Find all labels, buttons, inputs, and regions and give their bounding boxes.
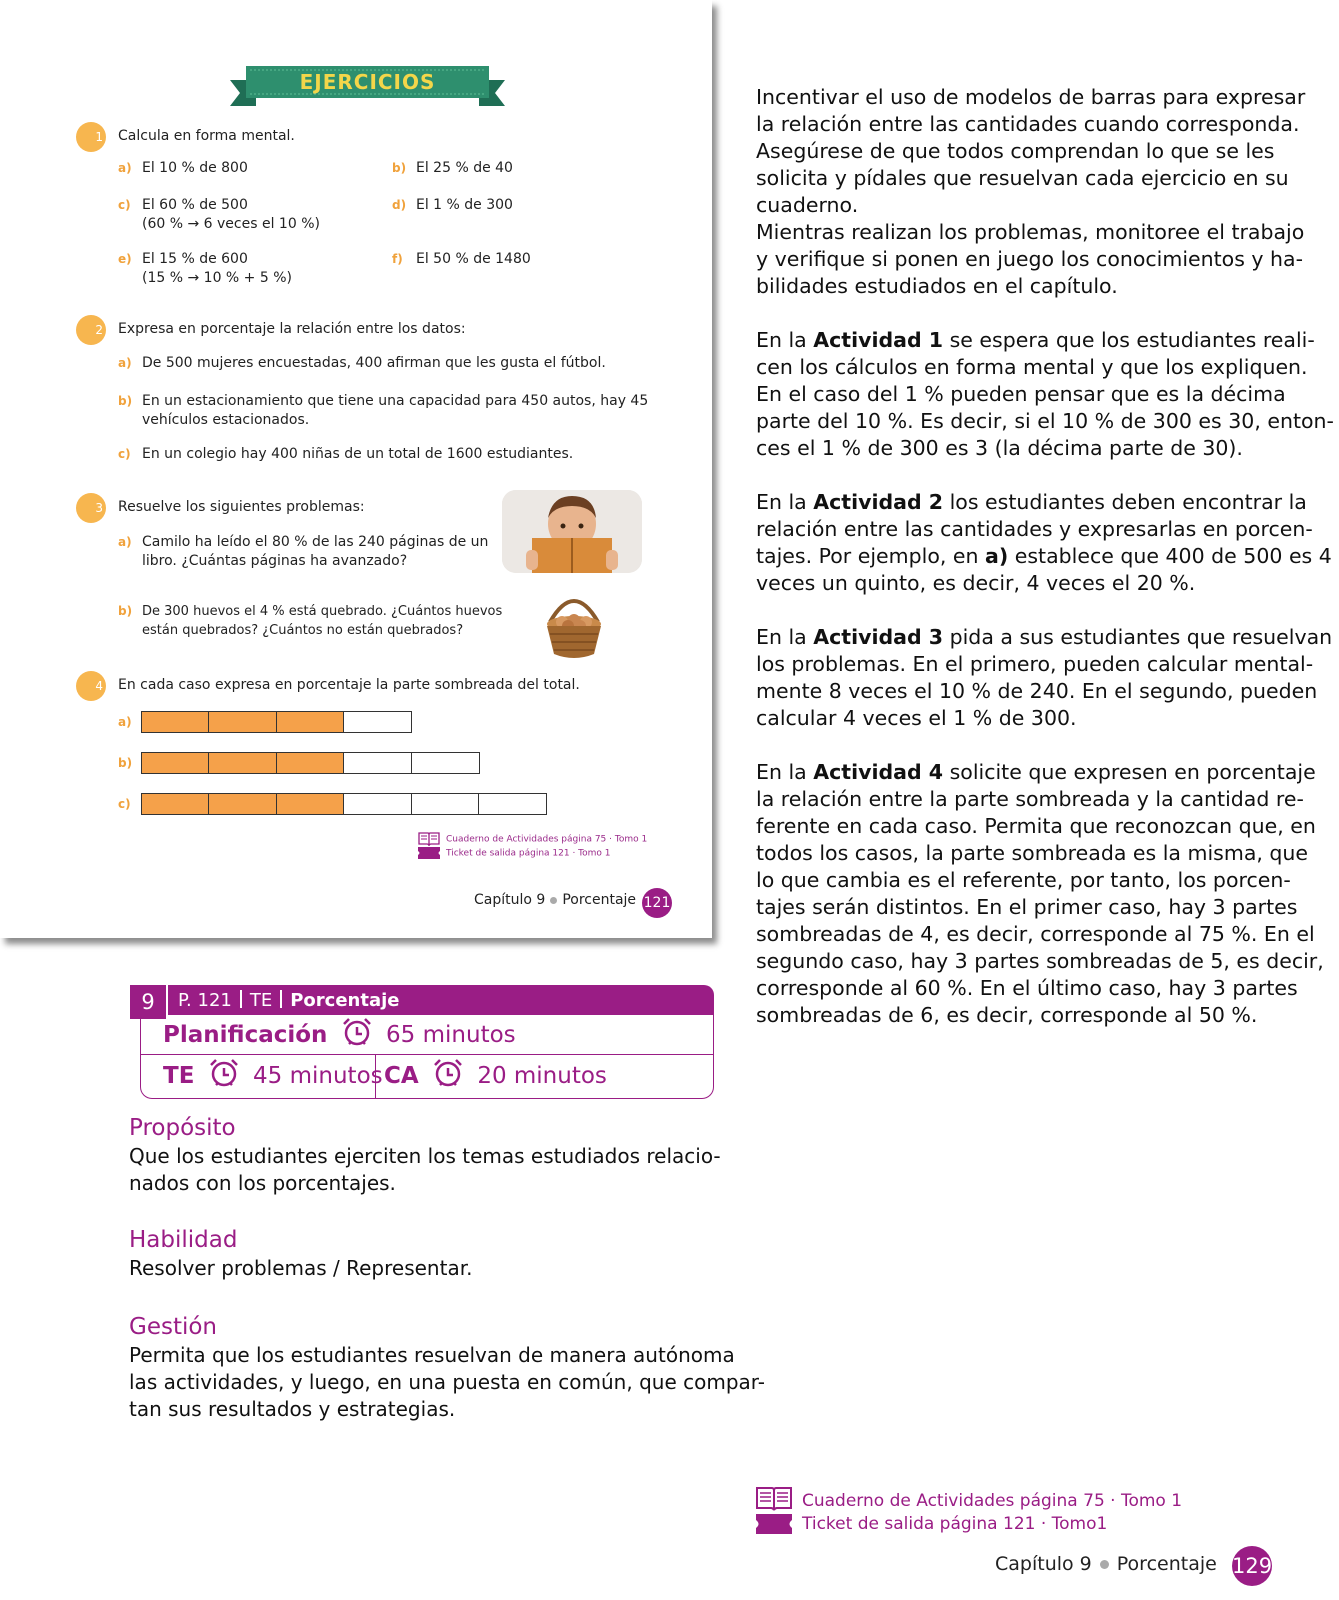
item-text: En un estacionamiento que tiene una capacidad para 450 autos, hay 45 vehículos estacionados.: [142, 393, 649, 428]
item-letter: b): [118, 604, 133, 618]
planning-header: P. 121 TE Porcentaje: [168, 985, 714, 1015]
banner-title: EJERCICIOS: [299, 70, 436, 94]
separator-dot: [1100, 1560, 1109, 1569]
open-book-icon: [756, 1487, 792, 1511]
activity-4-paragraph: En la Actividad 4 solicite que expresen en porcentaje: [756, 760, 1316, 784]
exercise-number-badge: 2: [76, 315, 106, 345]
egg-basket-icon: [540, 584, 608, 662]
unit-number-tab: 9: [130, 985, 166, 1019]
bar-segment-shaded: [141, 711, 210, 733]
ca-time-cell: CA 20 minutos: [376, 1055, 715, 1098]
bar-segment-shaded: [276, 711, 345, 733]
bar-segment-shaded: [208, 793, 277, 815]
bar-segment-empty: [343, 793, 412, 815]
student-page-number: 121: [642, 888, 672, 918]
boy-reading-icon: [502, 490, 642, 573]
bar-segment-empty: [411, 752, 480, 774]
guide-page-number: 129: [1232, 1546, 1272, 1586]
bar-model: [142, 793, 547, 815]
bar-segment-shaded: [208, 711, 277, 733]
bar-segment-empty: [411, 793, 480, 815]
item-text: El 60 % de 500 (60 % → 6 veces el 10 %): [142, 197, 320, 232]
egg-basket-photo: [540, 584, 608, 662]
activity-2-paragraph: En la Actividad 2 los estudiantes deben encontrar la: [756, 490, 1307, 514]
open-book-icon: [418, 832, 440, 846]
bar-letter: c): [118, 797, 131, 811]
bar-letter: b): [118, 756, 133, 770]
activity-3-paragraph: En la Actividad 3 pida a sus estudiantes que resuelvan: [756, 625, 1333, 649]
item-letter: b): [392, 161, 407, 175]
student-page-footer: Capítulo 9 Porcentaje: [474, 892, 637, 908]
cuaderno-reference: Cuaderno de Actividades página 75 · Tomo 1: [418, 832, 647, 846]
item-text: El 25 % de 40: [416, 160, 513, 176]
guide-cuaderno-reference: Cuaderno de Actividades página 75 · Tomo 1: [756, 1487, 1182, 1511]
gestion-text: Permita que los estudiantes resuelvan de manera autónoma las actividades, y luego, en una puesta en común, que compar- tan sus resultados y estrategias.: [129, 1343, 765, 1421]
item-text: El 15 % de 600 (15 % → 10 % + 5 %): [142, 251, 292, 286]
habilidad-text: Resolver problemas / Representar.: [129, 1256, 473, 1280]
bar-segment-shaded: [141, 793, 210, 815]
alarm-clock-icon: [208, 1058, 240, 1088]
guide-ticket-reference: Ticket de salida página 121 · Tomo1: [756, 1514, 1107, 1534]
exercise-number-badge: 3: [76, 493, 106, 523]
bar-model: [142, 711, 412, 733]
proposito-title: Propósito: [129, 1115, 236, 1141]
item-letter: e): [118, 252, 132, 266]
student-page-thumbnail: [0, 0, 712, 938]
item-text: El 10 % de 800: [142, 160, 248, 176]
item-letter: f): [392, 252, 403, 266]
item-letter: c): [118, 198, 131, 212]
te-time-cell: TE 45 minutos: [141, 1055, 376, 1098]
item-text: De 500 mujeres encuestadas, 400 afirman que les gusta el fútbol.: [142, 355, 606, 371]
bar-letter: a): [118, 715, 132, 729]
item-text: En un colegio hay 400 niñas de un total de 1600 estudiantes.: [142, 446, 574, 462]
exercise-instruction: Calcula en forma mental.: [118, 128, 295, 144]
bar-segment-empty: [343, 711, 412, 733]
exercise-instruction: En cada caso expresa en porcentaje la parte sombreada del total.: [118, 677, 580, 693]
ticket-reference: Ticket de salida página 121 · Tomo 1: [418, 847, 611, 859]
bar-segment-shaded: [141, 752, 210, 774]
alarm-clock-icon: [432, 1058, 464, 1088]
item-letter: c): [118, 447, 131, 461]
item-letter: a): [118, 535, 132, 549]
guide-right-column: Incentivar el uso de modelos de barras para expresar la relación entre las cantidades cuando corresponda. Asegúrese de que todos comprendan lo que se les solicita y pídales que resuelvan cada ejercicio en su cuaderno. Mientras realizan los problemas, monitoree el trabajo y verifique si ponen en juego los conocimientos y ha- bilidades estudiados en el capítulo. En la Actividad 1 se espera que los estudiantes reali- cen los cálculos en forma mental y que los expliquen. En el caso del 1 % pueden pensar que es la décima parte del 10 %. Es decir, si el 10 % de 300 es 30, enton- ces el 1 % de 300 es 3 (la décima parte de 30). En la Actividad 2 los estudiantes deben encontrar la relación entre las cantidades y expresarlas en porcen- tajes. Por ejemplo, en a) establece que 400 de 500 es 4 veces un quinto, es decir, 4 veces el 20 %. En la Actividad 3 pida a sus estudiantes que resuelvan los problemas. En el primero, pueden calcular mental- mente 8 veces el 10 % de 240. En el segundo, pueden calcular 4 veces el 1 % de 300. En la Actividad 4 solicite que expresen en porcentaje la relación entre la parte sombreada y la cantidad re- ferente en cada caso. Permita que reconozcan que, en todos los casos, la parte sombreada es la misma, que lo que cambia es el referente, por tanto, los porcen- tajes serán distintos. En el primer caso, hay 3 partes sombreadas de 4, es decir, corresponde al 75 %. En el segundo caso, hay 3 partes sombreadas de 5, es decir, corresponde al 60 %. En el último caso, hay 3 partes sombreadas de 6, es decir, corresponde al 50 %.: [756, 85, 1334, 1027]
bar-segment-shaded: [276, 752, 345, 774]
item-text: El 1 % de 300: [416, 197, 513, 213]
alarm-clock-icon: [341, 1017, 373, 1047]
boy-reading-photo: [502, 490, 642, 573]
ticket-icon: [418, 847, 440, 859]
habilidad-title: Habilidad: [129, 1227, 238, 1253]
item-text: De 300 huevos el 4 % está quebrado. ¿Cuántos huevos están quebrados? ¿Cuántos no están quebrados?: [142, 604, 503, 638]
item-text: El 50 % de 1480: [416, 251, 531, 267]
proposito-text: Que los estudiantes ejerciten los temas estudiados relacio- nados con los porcentajes.: [129, 1144, 721, 1195]
ticket-icon: [756, 1514, 792, 1534]
item-letter: a): [118, 161, 132, 175]
item-letter: b): [118, 394, 133, 408]
bar-segment-shaded: [276, 793, 345, 815]
item-letter: a): [118, 356, 132, 370]
separator-dot: [550, 897, 557, 904]
activity-1-paragraph: En la Actividad 1 se espera que los estudiantes reali-: [756, 328, 1315, 352]
planning-total-row: Planificación 65 minutos: [141, 1015, 713, 1055]
exercise-number-badge: 1: [76, 122, 106, 152]
planning-body: [140, 1015, 714, 1099]
bar-model: [142, 752, 480, 774]
planning-split-row: [141, 1055, 713, 1098]
bar-segment-empty: [478, 793, 547, 815]
exercise-number-badge: 4: [76, 671, 106, 701]
item-text: Camilo ha leído el 80 % de las 240 páginas de un libro. ¿Cuántas páginas ha avanzado?: [142, 534, 489, 569]
ejercicios-banner: [230, 62, 505, 114]
gestion-title: Gestión: [129, 1314, 218, 1340]
item-letter: d): [392, 198, 407, 212]
planning-box: [130, 985, 714, 1100]
bar-segment-empty: [343, 752, 412, 774]
exercise-instruction: Expresa en porcentaje la relación entre los datos:: [118, 321, 466, 337]
guide-page-footer: Capítulo 9 Porcentaje: [995, 1553, 1217, 1575]
exercise-instruction: Resuelve los siguientes problemas:: [118, 499, 365, 515]
bar-segment-shaded: [208, 752, 277, 774]
